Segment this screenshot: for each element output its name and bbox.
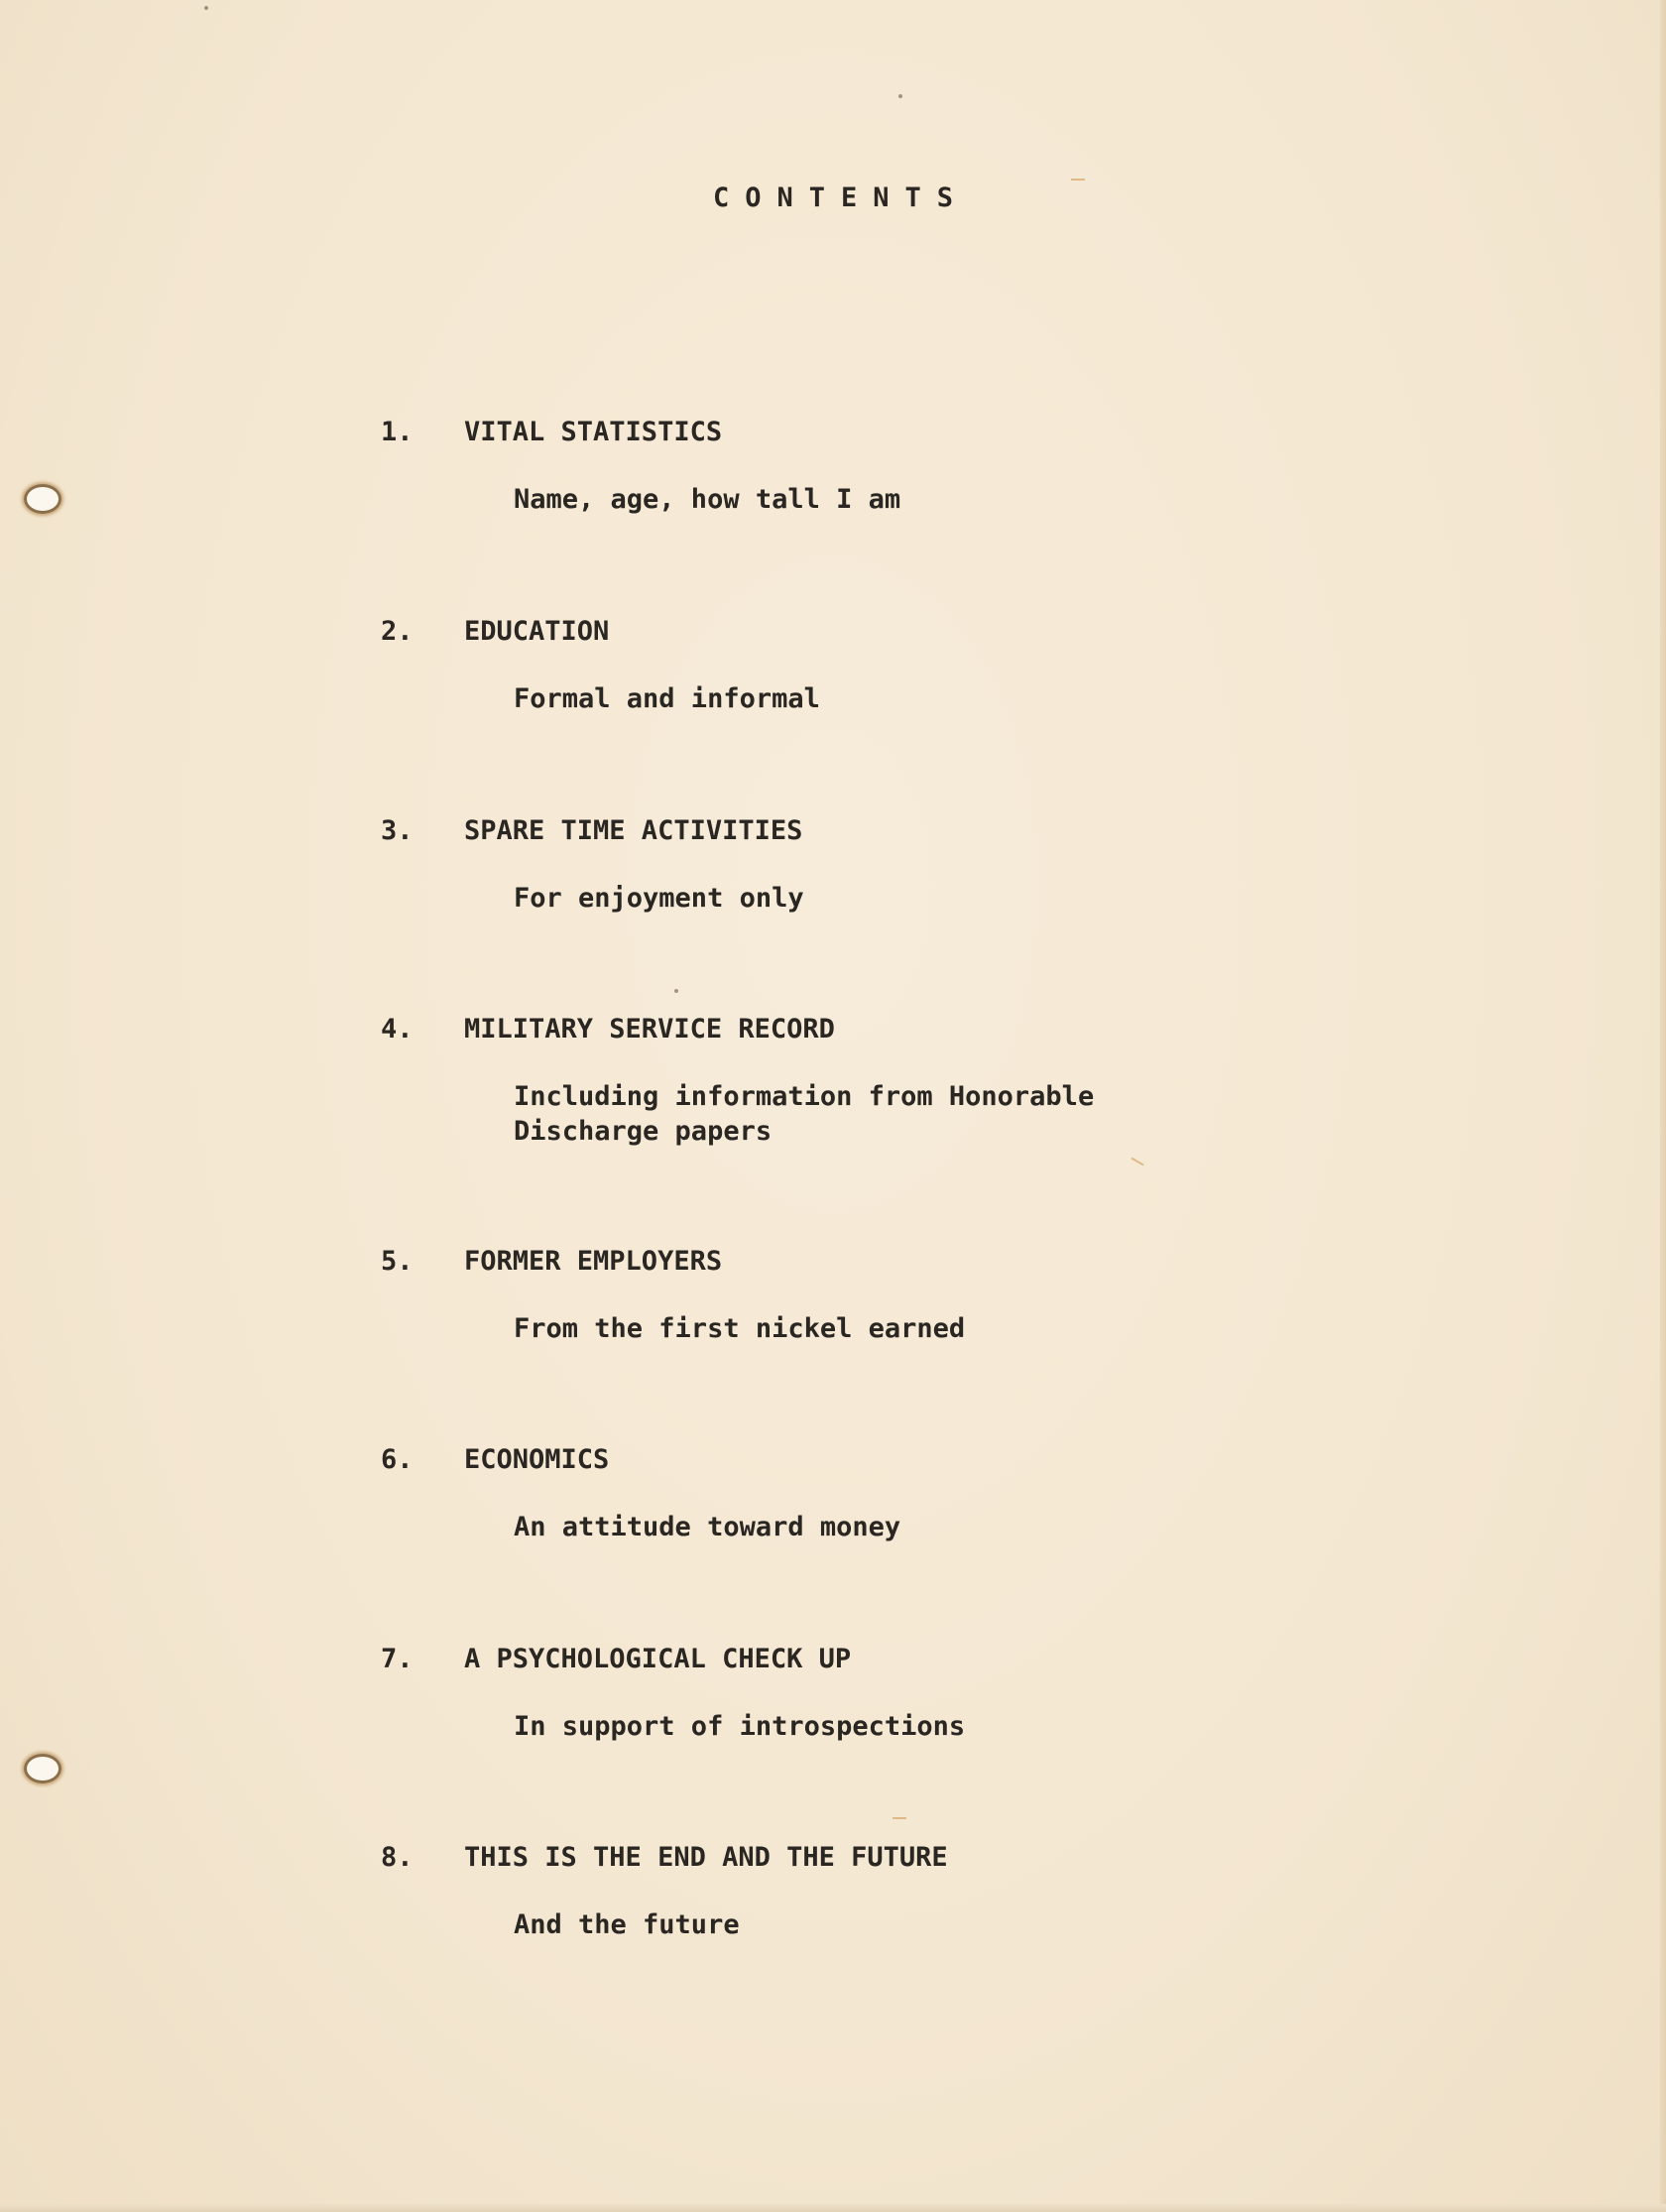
paper-edge-right <box>1660 0 1666 2212</box>
entry-number: 8. <box>381 1842 414 1873</box>
entry-description: Name, age, how tall I am <box>514 484 901 515</box>
entry-description: Including information from Honorable Discharge papers <box>514 1081 1095 1147</box>
page-title: CONTENTS <box>712 183 970 213</box>
entry-heading: THIS IS THE END AND THE FUTURE <box>464 1842 948 1873</box>
paper-edge-bottom <box>0 2204 1666 2212</box>
entry-heading: A PSYCHOLOGICAL CHECK UP <box>464 1644 852 1674</box>
entry-description: An attitude toward money <box>514 1512 901 1542</box>
entry-description: And the future <box>514 1909 740 1940</box>
punch-hole-top <box>24 484 61 514</box>
entry-description: Formal and informal <box>514 683 820 714</box>
paper-mark <box>892 1817 906 1819</box>
entry-number: 7. <box>381 1644 414 1674</box>
paper-mark <box>1130 1158 1143 1167</box>
entry-heading: EDUCATION <box>464 616 610 647</box>
entry-description: For enjoyment only <box>514 883 804 914</box>
paper-speck <box>898 94 902 98</box>
entry-number: 4. <box>381 1014 414 1045</box>
entry-heading: FORMER EMPLOYERS <box>464 1246 723 1277</box>
entry-heading: SPARE TIME ACTIVITIES <box>464 815 803 846</box>
paper-speck <box>204 6 208 10</box>
entry-number: 2. <box>381 616 414 647</box>
entry-number: 5. <box>381 1246 414 1277</box>
entry-number: 6. <box>381 1444 414 1475</box>
entry-description: In support of introspections <box>514 1711 966 1742</box>
entry-number: 1. <box>381 417 414 447</box>
entry-description: From the first nickel earned <box>514 1313 966 1344</box>
paper-speck <box>674 989 678 993</box>
entry-heading: VITAL STATISTICS <box>464 417 723 447</box>
entry-number: 3. <box>381 815 414 846</box>
paper-mark <box>1071 179 1085 181</box>
punch-hole-bottom <box>24 1754 61 1783</box>
entry-heading: MILITARY SERVICE RECORD <box>464 1014 835 1045</box>
entry-heading: ECONOMICS <box>464 1444 610 1475</box>
